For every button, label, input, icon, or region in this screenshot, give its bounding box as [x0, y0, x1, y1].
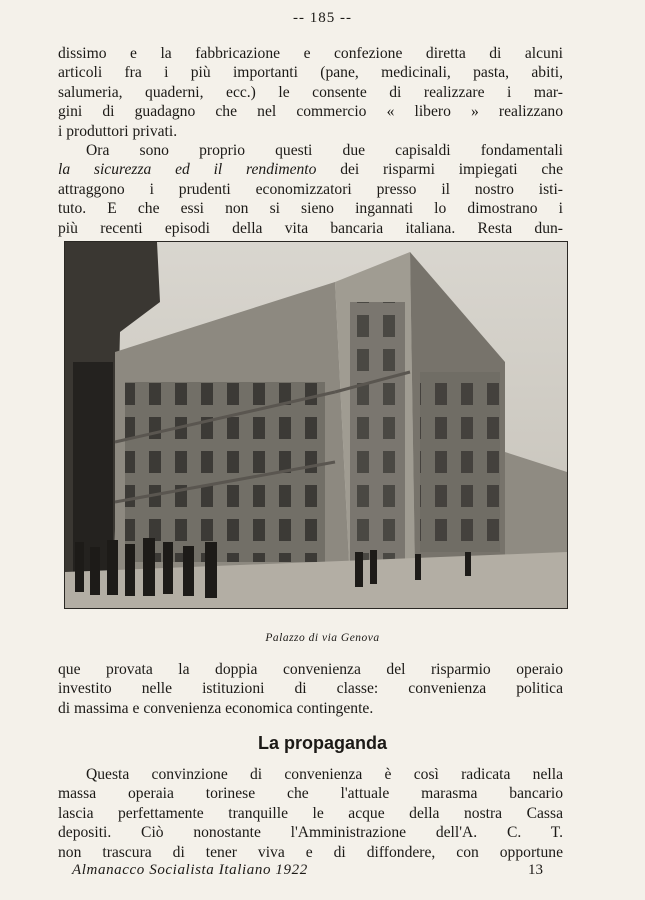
text-line: gini di guadagno che nel commercio « libero » realizzano	[58, 103, 563, 121]
text-line: Questa convinzione di convenienza è così radicata nella	[86, 766, 563, 783]
text-line: i produttori privati.	[58, 122, 178, 140]
italic-phrase: la sicurezza ed il rendimento	[58, 161, 317, 179]
text-line: tuto. E che essi non si sieno ingannati lo dimostrano i	[58, 200, 563, 218]
building-photo	[64, 241, 568, 609]
text-line: dissimo e la fabbricazione e confezione diretta di alcuni	[58, 45, 563, 62]
text-line: massa operaia torinese che l'attuale marasma bancario	[58, 785, 563, 803]
text-line: investito nelle istituzioni di classe: convenienza politica	[58, 680, 563, 698]
text-line: articoli fra i più importanti (pane, medicinali, pasta, abiti,	[58, 64, 563, 82]
paragraph-after	[58, 660, 563, 718]
section-heading: La propaganda	[257, 733, 387, 753]
text-line: que provata la doppia convenienza del risparmio operaio	[58, 661, 563, 678]
text-line	[58, 160, 563, 179]
paragraph-bottom	[58, 765, 563, 862]
page-number: -- 185 --	[293, 10, 352, 26]
text-line: di massima e convenienza economica contingente.	[58, 699, 374, 717]
text-line: Ora sono proprio questi due capisaldi fondamentali	[86, 141, 563, 159]
text-line: attraggono i prudenti economizzatori presso il nostro isti-	[58, 180, 563, 198]
text-span: dei risparmi impiegati che	[316, 161, 563, 179]
footer-page-number: 13	[528, 862, 543, 878]
paragraph-top	[58, 44, 563, 238]
text-line: salumeria, quaderni, ecc.) le consente di realizzare i mar-	[58, 83, 563, 101]
text-line: lascia perfettamente tranquille le acque della nostra Cassa	[58, 804, 563, 822]
building-illustration	[65, 242, 567, 608]
text-line: depositi. Ciò nonostante l'Amministrazione dell'A. C. T.	[58, 824, 563, 842]
photo-caption: Palazzo di via Genova	[265, 632, 380, 644]
text-line: più recenti episodi della vita bancaria italiana. Resta dun-	[58, 219, 563, 237]
footer-title: Almanacco Socialista Italiano 1922	[72, 862, 308, 878]
text-line: non trascura di tener viva e di diffondere, con opportune	[58, 843, 563, 861]
